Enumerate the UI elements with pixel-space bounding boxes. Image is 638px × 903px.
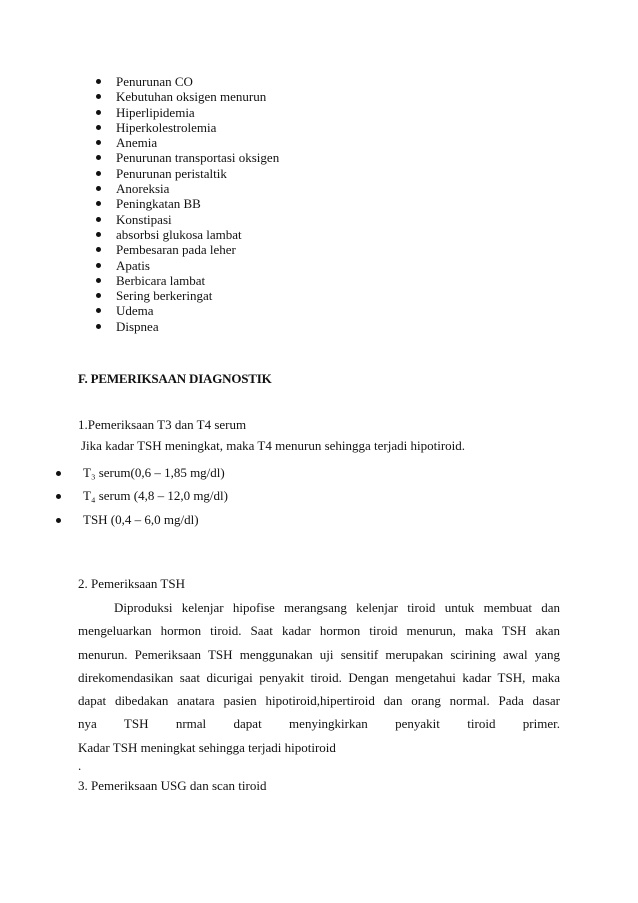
- list-item: Penurunan peristaltik: [90, 166, 279, 181]
- bullet-icon: [56, 494, 61, 499]
- paragraph-line: Kadar TSH meningkat sehingga terjadi hipotiroid: [78, 739, 336, 755]
- list-item: Hiperlipidemia: [90, 105, 279, 120]
- bullet-icon: [96, 110, 101, 115]
- list-item: Berbicara lambat: [90, 273, 279, 288]
- list-item: Peningkatan BB: [90, 196, 279, 211]
- list-item: Anemia: [90, 135, 279, 150]
- bullet-icon: [96, 201, 101, 206]
- paragraph-line: nya TSH nrmal dapat menyingkirkan penyakit tiroid primer.: [78, 716, 560, 732]
- list-item: Hiperkolestrolemia: [90, 120, 279, 135]
- symptom-list: [90, 74, 279, 334]
- list-item: Dispnea: [90, 319, 279, 334]
- list-item: Udema: [90, 303, 279, 318]
- item2-title: 2. Pemeriksaan TSH: [78, 576, 185, 591]
- bullet-icon: [96, 125, 101, 130]
- list-item: Pembesaran pada leher: [90, 242, 279, 257]
- list-item: Kebutuhan oksigen menurun: [90, 89, 279, 104]
- bullet-icon: [96, 155, 101, 160]
- section-heading: F. PEMERIKSAAN DIAGNOSTIK: [78, 371, 272, 386]
- item1-description: Jika kadar TSH meningkat, maka T4 menurun sehingga terjadi hipotiroid.: [81, 438, 466, 453]
- list-item: absorbsi glukosa lambat: [90, 227, 279, 242]
- bullet-icon: [56, 471, 61, 476]
- item2-paragraph: [78, 596, 560, 759]
- bullet-icon: [56, 518, 61, 523]
- bullet-icon: [96, 278, 101, 283]
- bullet-icon: [96, 94, 101, 99]
- bullet-icon: [96, 324, 101, 329]
- list-item: Penurunan CO: [90, 74, 279, 89]
- list-item: Penurunan transportasi oksigen: [90, 150, 279, 165]
- paragraph-line: mengeluarkan hormon tiroid. Saat kadar hormon tiroid menurun, maka TSH akan: [78, 623, 560, 639]
- bullet-icon: [96, 217, 101, 222]
- bullet-icon: [96, 186, 101, 191]
- list-item: Konstipasi: [90, 212, 279, 227]
- paragraph-line: Diproduksi kelenjar hipofise merangsang kelenjar tiroid untuk membuat dan: [114, 600, 560, 615]
- paragraph-line: direkomendasikan saat dicurigai penyakit tiroid. Dengan mengetahui kadar TSH, maka: [78, 669, 560, 685]
- bullet-icon: [96, 293, 101, 298]
- bullet-icon: [96, 79, 101, 84]
- item3-title: 3. Pemeriksaan USG dan scan tiroid: [78, 778, 267, 793]
- item1-title: 1.Pemeriksaan T3 dan T4 serum: [78, 417, 247, 432]
- bullet-icon: [96, 263, 101, 268]
- bullet-icon: [96, 308, 101, 313]
- paragraph-line: menurun. Pemeriksaan TSH menggunakan uji sensitif merupakan scirining awal yang: [78, 646, 560, 662]
- bullet-icon: [96, 247, 101, 252]
- list-item: Sering berkeringat: [90, 288, 279, 303]
- paragraph-line: dapat dibedakan anatara pasien hipotiroid,hipertiroid dan orang normal. Pada dasar: [78, 693, 560, 709]
- bullet-icon: [96, 171, 101, 176]
- list-item: Apatis: [90, 258, 279, 273]
- list-item: Anoreksia: [90, 181, 279, 196]
- bullet-icon: [96, 140, 101, 145]
- stray-dot: .: [78, 758, 82, 773]
- bullet-icon: [96, 232, 101, 237]
- document-page: Penurunan CO Kebutuhan oksigen menurun Hiperlipidemia Hiperkolestrolemia Anemia Penurunan transportasi oksigen Penurunan peristaltik Anoreksia Peningkatan BB Konstipasi absorbsi glukosa lambat Pembesaran pada leher Apatis Berbicara lambat Sering berkeringat Udema Dispnea F. PEMERIKSAAN DIAGNOSTIK 1.Pemeriksaan T3 dan T4 serum Jika kadar TSH meningkat, maka T4 menurun sehingga terjadi hipotiroid. T₃ serum(0,6 – 1,85 mg/dl) T₄ serum (4,8 – 12,0 mg/dl) TSH (0,4 – 6,0 mg/dl) 2. Pemeriksaan TSH Diproduksi kelenjar hipofise merangsang kelenjar tiroid untuk membuat dan mengeluarkan hormon tiroid. Saat kadar hormon tiroid menurun, maka TSH akan menurun. Pemeriksaan TSH menggunakan uji sensitif merupakan scirining awal yang direkomendasikan saat dicurigai penyakit tiroid. Dengan mengetahui kadar TSH, maka dapat dibedakan anatara pasien hipotiroid,hipertiroid dan orang normal. Pada dasar nya TSH nrmal dapat menyingkirkan penyakit tiroid primer. Kadar TSH meningkat sehingga terjadi hipotiroid . 3. Pemeriksaan USG dan scan tiroid: [0, 0, 638, 903]
